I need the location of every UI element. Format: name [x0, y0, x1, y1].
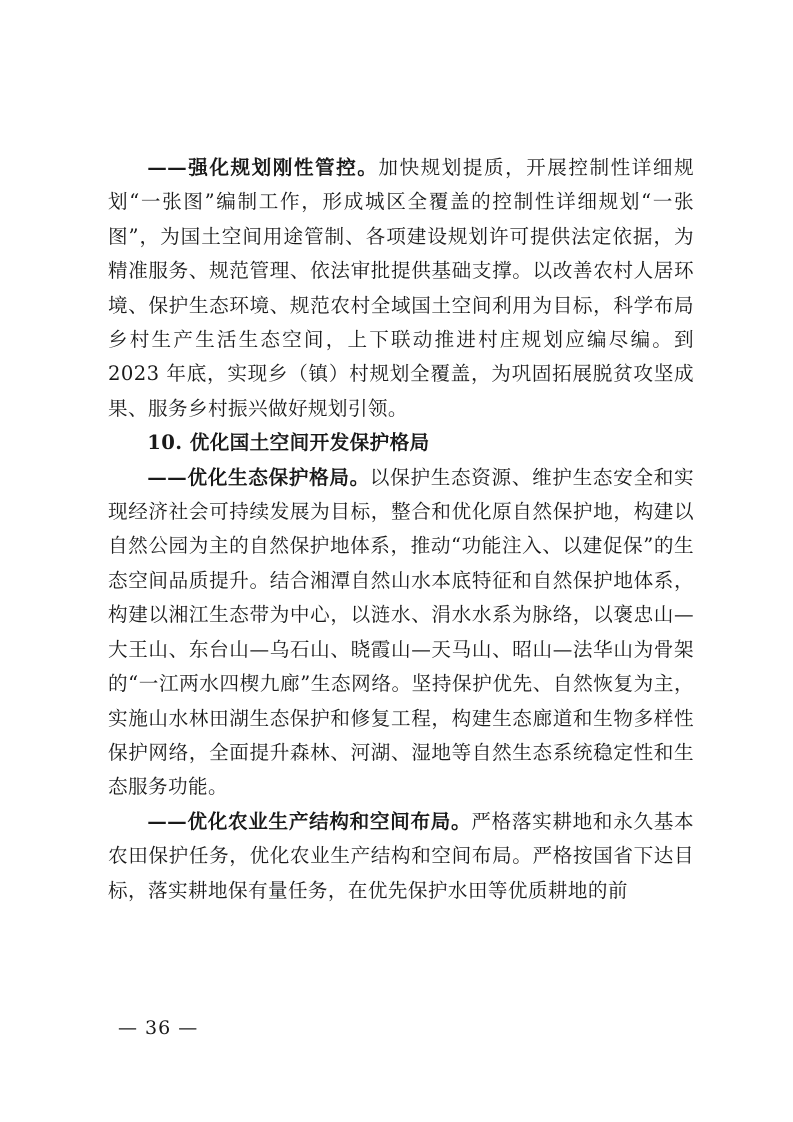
- paragraph-text: 严格落实耕地和永久基本农田保护任务，优化农业生产结构和空间布局。严格按国省下达目标，落实耕地保有量任务，在优先保护水田等优质耕地的前: [108, 809, 694, 902]
- paragraph-text: 以保护生态资源、维护生态安全和实现经济社会可持续发展为目标，整合和优化原自然保护地，构建以自然公园为主的自然保护地体系，推动“功能注入、以建促保”的生态空间品质提升。结合湘潭自然山水本底特征和自然保护地体系，构建以湘江生态带为中心，以涟水、涓水水系为脉络，以褒忠山—大王山、东台山—乌石山、晓霞山—天马山、昭山—法华山为骨架的“一江两水四楔九廊”生态网络。坚持保护优先、自然恢复为主，实施山水林田湖生态保护和修复工程，构建生态廊道和生物多样性保护网络，全面提升森林、河湖、湿地等自然生态系统稳定性和生态服务功能。: [108, 465, 694, 799]
- section-heading: 10. 优化国土空间开发保护格局: [147, 431, 430, 455]
- paragraph-lead: ——强化规划刚性管控。: [147, 156, 379, 179]
- paragraph-ecological-protection: [108, 461, 694, 805]
- paragraph-text: 加快规划提质，开展控制性详细规划“一张图”编制工作，形成城区全覆盖的控制性详细规划“一张图”，为国土空间用途管制、各项建设规划许可提供法定依据，为精准服务、规范管理、依法审批提供基础支撑。以改善农村人居环境、保护生态环境、规范农村全域国土空间利用为目标，科学布局乡村生产生活生态空间，上下联动推进村庄规划应编尽编。到 2023 年底，实现乡（镇）村规划全覆盖，为巩固拓展脱贫攻坚成果、服务乡村振兴做好规划引领。: [108, 156, 694, 420]
- paragraph-planning-control: [108, 151, 694, 426]
- paragraph-agriculture-layout: [108, 805, 694, 908]
- page-number: — 36 —: [118, 1017, 199, 1039]
- paragraph-lead: ——优化农业生产结构和空间布局。: [147, 809, 472, 833]
- paragraph-lead: ——优化生态保护格局。: [147, 465, 370, 489]
- document-body: [108, 151, 694, 908]
